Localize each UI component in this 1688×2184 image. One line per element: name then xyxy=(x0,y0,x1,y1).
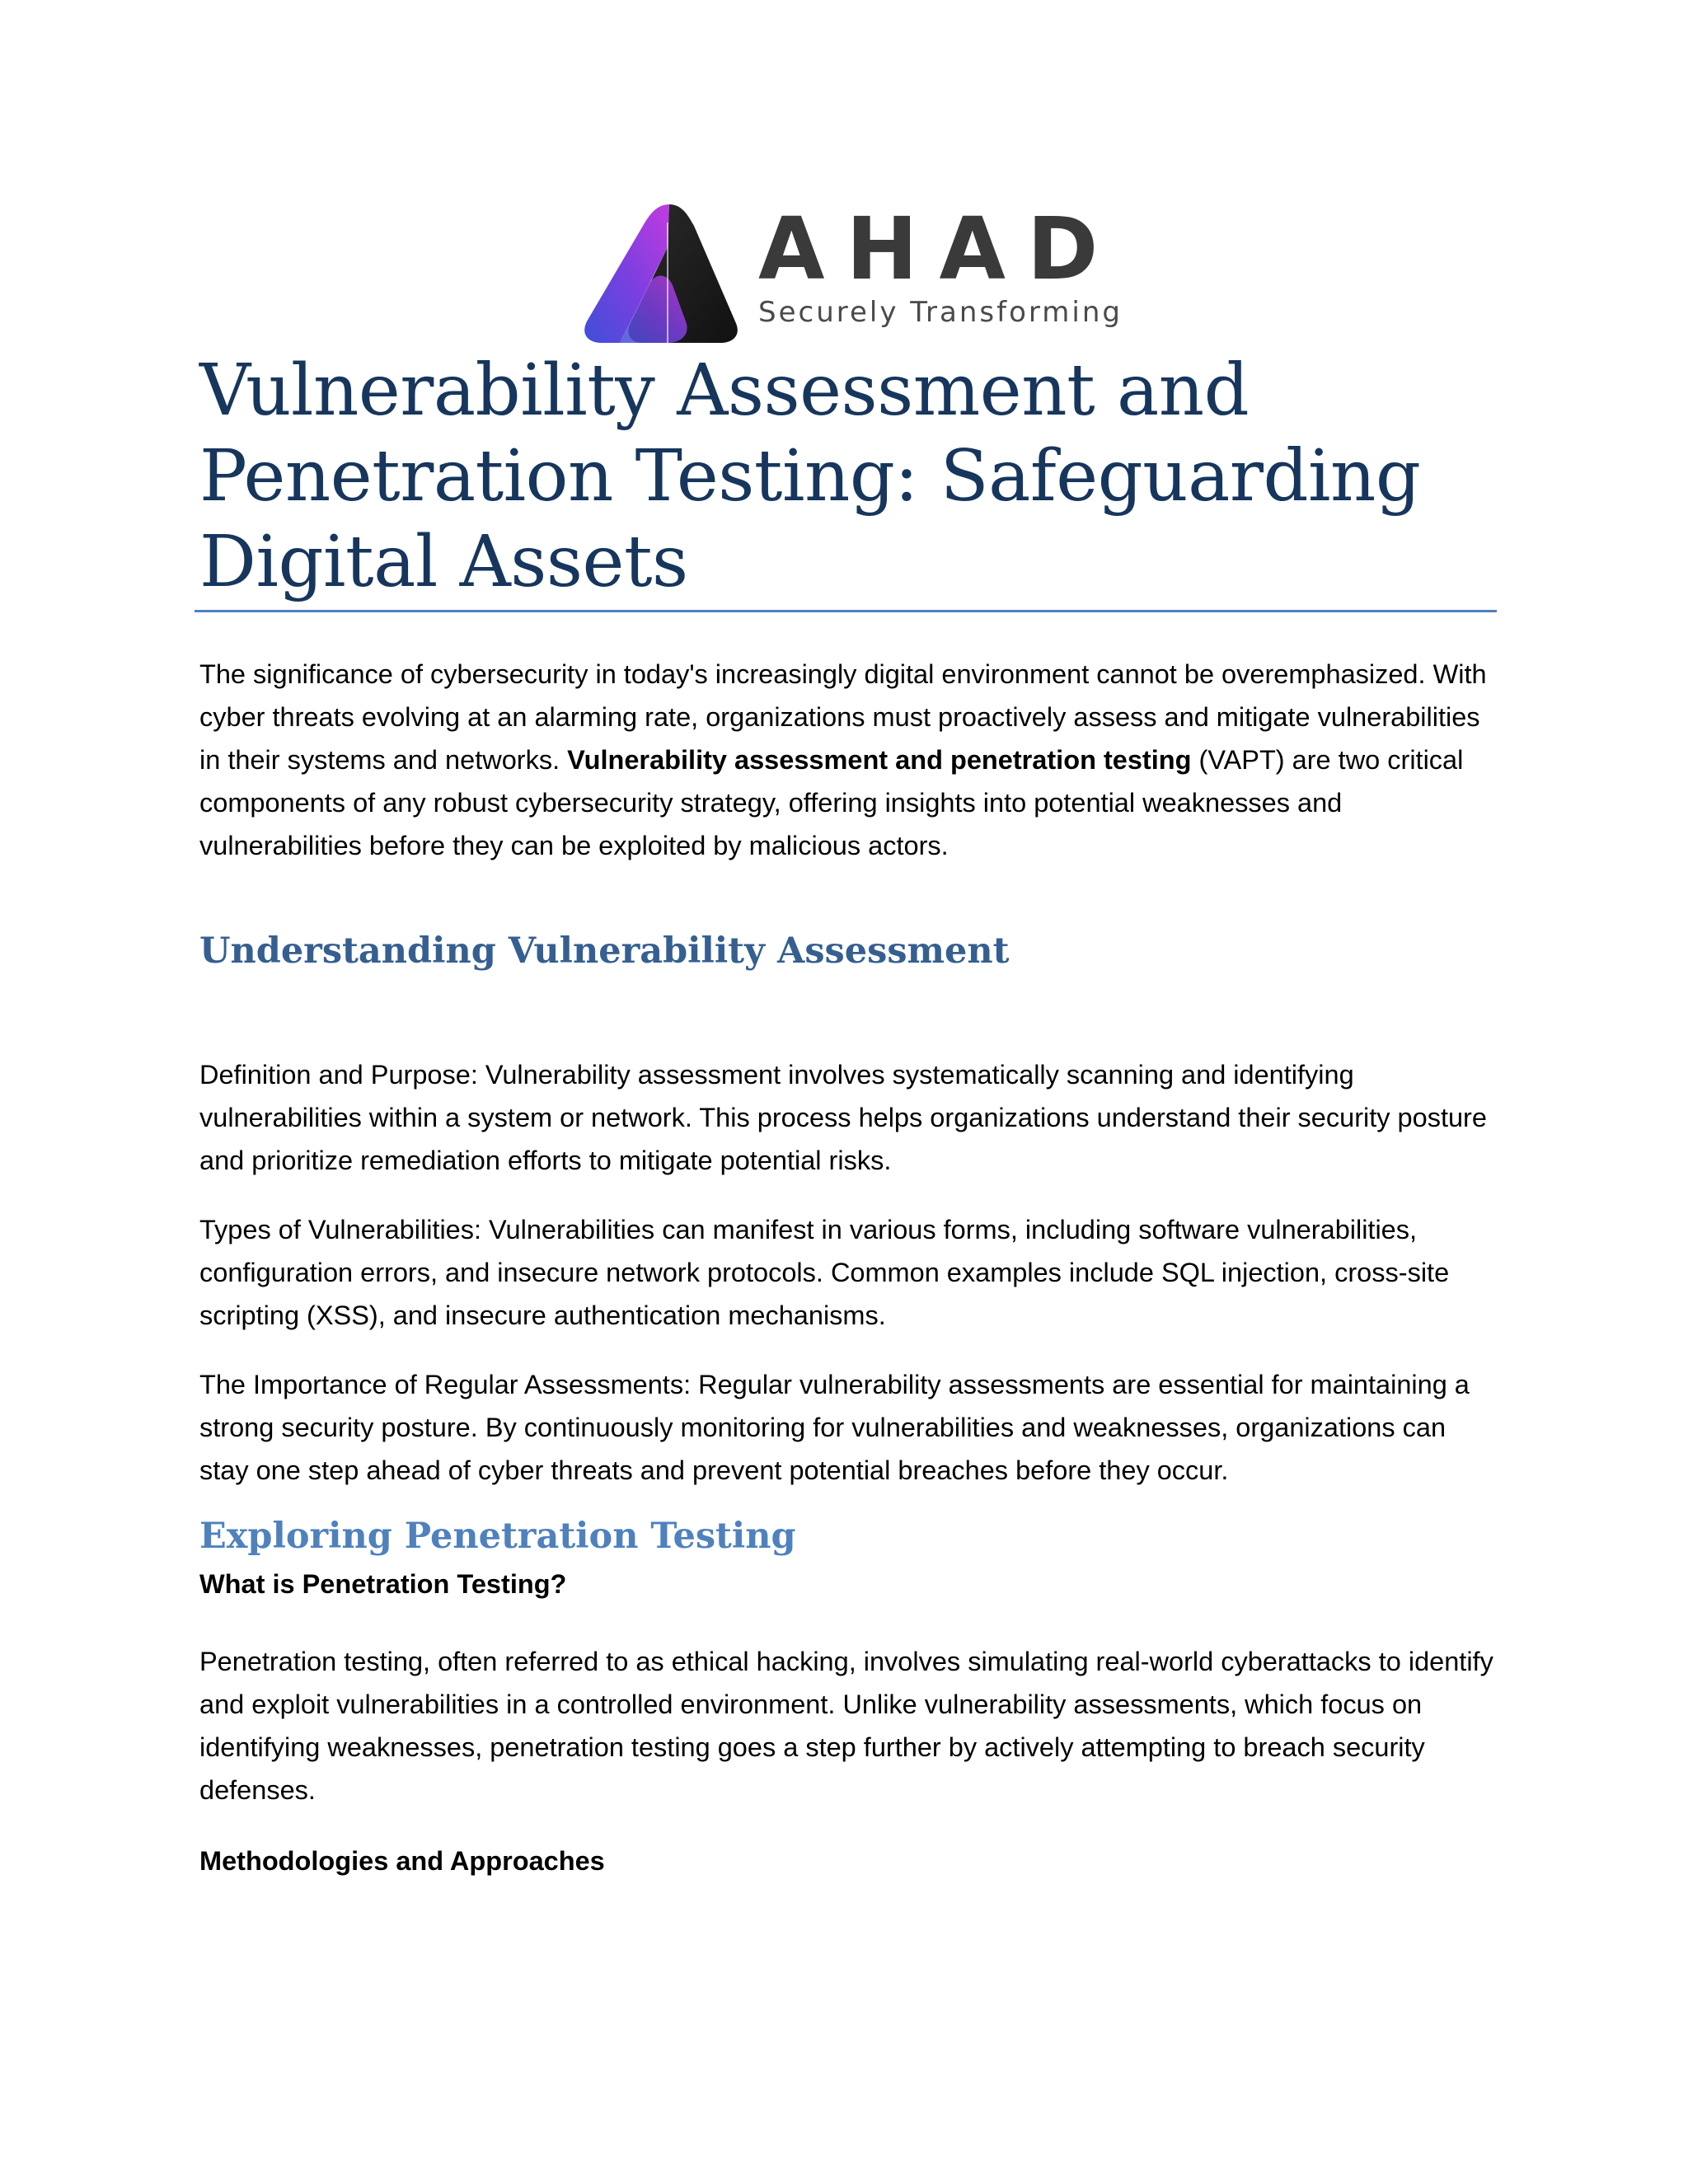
title-divider xyxy=(195,610,1497,612)
section-heading-penetration-testing: Exploring Penetration Testing xyxy=(199,1516,796,1557)
subheading-what-is-pentest: What is Penetration Testing? xyxy=(199,1569,567,1599)
paragraph-types-of-vulnerabilities: Types of Vulnerabilities: Vulnerabilities can manifest in various forms, including software vulnerabilities, configuration errors, and insecure network protocols. Common examples include SQL injection, cross-site scripting (XSS), and insecure authentication mechanisms. xyxy=(199,1215,1450,1330)
paragraph-regular-assessments: The Importance of Regular Assessments: Regular vulnerability assessments are essential for maintaining a strong security posture. By continuously monitoring for vulnerabilities and weaknesses, organizations can stay one step ahead of cyber threats and prevent potential breaches before they occur. xyxy=(199,1370,1470,1485)
logo-tagline: Securely Transforming xyxy=(758,296,1123,329)
ahad-logo xyxy=(570,198,1121,346)
section-heading-vulnerability-assessment: Understanding Vulnerability Assessment xyxy=(199,930,1010,972)
paragraph-penetration-testing: Penetration testing, often referred to as ethical hacking, involves simulating real-world cyberattacks to identify and exploit vulnerabilities in a controlled environment. Unlike vulnerability assessments, which focus on identifying weaknesses, penetration testing goes a step further by actively attempting to breach security defenses. xyxy=(199,1647,1493,1805)
document-title: Vulnerability Assessment and Penetration Testing: Safeguarding Digital Assets xyxy=(199,349,1421,603)
logo-wordmark: AHAD xyxy=(758,199,1120,299)
intro-text-start: The significance of cybersecurity in today's increasingly digital environment cannot be overemphasized. With cyber threats evolving at an alarming rate, organizations must proactively assess and mitigate vulnerabilities in their systems and networks. xyxy=(199,659,1487,775)
ahad-logo-icon xyxy=(570,198,743,346)
intro-paragraph xyxy=(199,653,1495,867)
paragraph-definition-purpose: Definition and Purpose: Vulnerability assessment involves systematically scanning and identifying vulnerabilities within a system or network. This process helps organizations understand their security posture and prioritize remediation efforts to mitigate potential risks. xyxy=(199,1060,1487,1175)
subheading-methodologies: Methodologies and Approaches xyxy=(199,1846,605,1876)
intro-text-end: (VAPT) are two critical components of any robust cybersecurity strategy, offering insights into potential weaknesses and vulnerabilities before they can be exploited by malicious actors. xyxy=(199,745,1464,860)
intro-bold-term: Vulnerability assessment and penetration testing xyxy=(567,745,1192,775)
